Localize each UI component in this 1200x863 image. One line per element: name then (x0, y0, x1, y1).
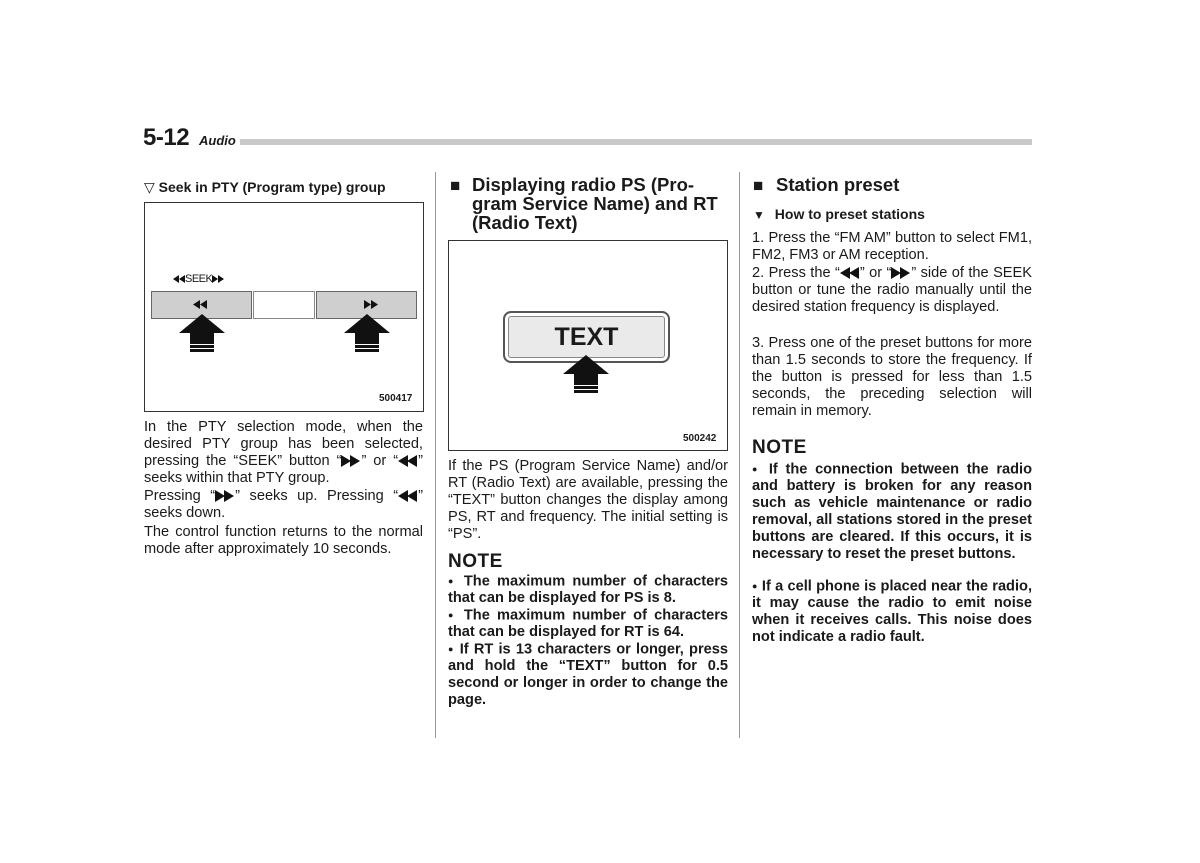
page-number: 5-12 (143, 124, 190, 151)
fast-forward-icon (364, 300, 378, 309)
up-arrow-icon (179, 314, 225, 352)
bullet-icon: ● (752, 581, 758, 591)
column-divider (739, 172, 740, 738)
rewind-icon (193, 300, 207, 309)
fast-forward-icon (215, 490, 235, 502)
note-item: ● The maximum number of characters that can be displayed for PS is 8. (448, 573, 728, 607)
col1-heading: ▽ Seek in PTY (Program type) group (144, 179, 386, 195)
up-arrow-icon (563, 355, 609, 393)
bullet-icon: ● (448, 610, 457, 620)
col3-heading: Station preset (776, 174, 900, 195)
bullet-icon: ● (448, 644, 455, 654)
note-item: ● The maximum number of characters that can be displayed for RT is 64. (448, 607, 728, 641)
square-bullet-icon: ■ (450, 176, 461, 195)
col3-subheading: ▼ How to preset stations (753, 206, 925, 222)
square-bullet-icon: ■ (753, 176, 764, 195)
fast-forward-icon (341, 455, 361, 467)
rewind-icon (840, 267, 860, 279)
rewind-icon (173, 275, 185, 283)
col2-heading: Displaying radio PS (Pro- gram Service Name) and RT (Radio Text) (472, 174, 718, 233)
figure-code: 500417 (379, 393, 413, 404)
display-window (253, 291, 315, 319)
section-title: Audio (199, 133, 236, 148)
step-2: 2. Press the “ ” or “ ” side of the SEEK button or tune the radio manually until the desired station frequency is displayed. (752, 265, 1032, 315)
step-3: 3. Press one of the preset buttons for more than 1.5 seconds to store the frequency. If the button is pressed for less than 1.5 seconds, the preceding selection will remain in memory. (752, 335, 1032, 419)
fast-forward-icon (891, 267, 911, 279)
col1-paragraph-3: The control function returns to the normal mode after approximately 10 seconds. (144, 524, 423, 557)
text-button: TEXT (503, 311, 670, 363)
bullet-icon: ● (448, 576, 457, 586)
step-1: 1. Press the “FM AM” button to select FM1, FM2, FM3 or AM reception. (752, 230, 1032, 263)
note-item: ● If a cell phone is placed near the radio, it may cause the radio to emit noise when it receives calls. This noise does not indicate a radio fault. (752, 578, 1032, 646)
note-title: NOTE (752, 437, 807, 458)
note-item: ● If the connection between the radio and battery is broken for any reason such as vehicle maintenance or radio removal, all stations stored in the preset buttons are cleared. If this occurs, it is necessary to reset the preset buttons. (752, 461, 1033, 563)
column-divider (435, 172, 436, 738)
seek-label: SEEK (173, 273, 224, 285)
col1-paragraph-1: In the PTY selection mode, when the desired PTY group has been selected, pressing the “SEEK” button “ ” or “ ” seeks within that PTY group. (144, 419, 423, 486)
header-rule (240, 139, 1032, 145)
note-title: NOTE (448, 551, 503, 572)
rewind-icon (398, 455, 418, 467)
seek-figure (144, 202, 424, 412)
rewind-icon (398, 490, 418, 502)
triangle-down-icon: ▽ (144, 179, 155, 195)
note-item: ● If RT is 13 characters or longer, press and hold the “TEXT” button for 0.5 second or longer in order to change the page. (448, 641, 728, 709)
text-button-figure (448, 240, 728, 451)
bullet-icon: ● (752, 464, 762, 474)
fast-forward-icon (212, 275, 224, 283)
col2-paragraph-1: If the PS (Program Service Name) and/or RT (Radio Text) are available, pressing the “TEXT” button changes the display among PS, RT and frequency. The initial setting is “PS”. (448, 458, 728, 542)
figure-code: 500242 (683, 433, 717, 444)
up-arrow-icon (344, 314, 390, 352)
col1-paragraph-2: Pressing “ ” seeks up. Pressing “ ” seeks down. (144, 488, 423, 521)
triangle-down-icon: ▼ (753, 208, 765, 222)
